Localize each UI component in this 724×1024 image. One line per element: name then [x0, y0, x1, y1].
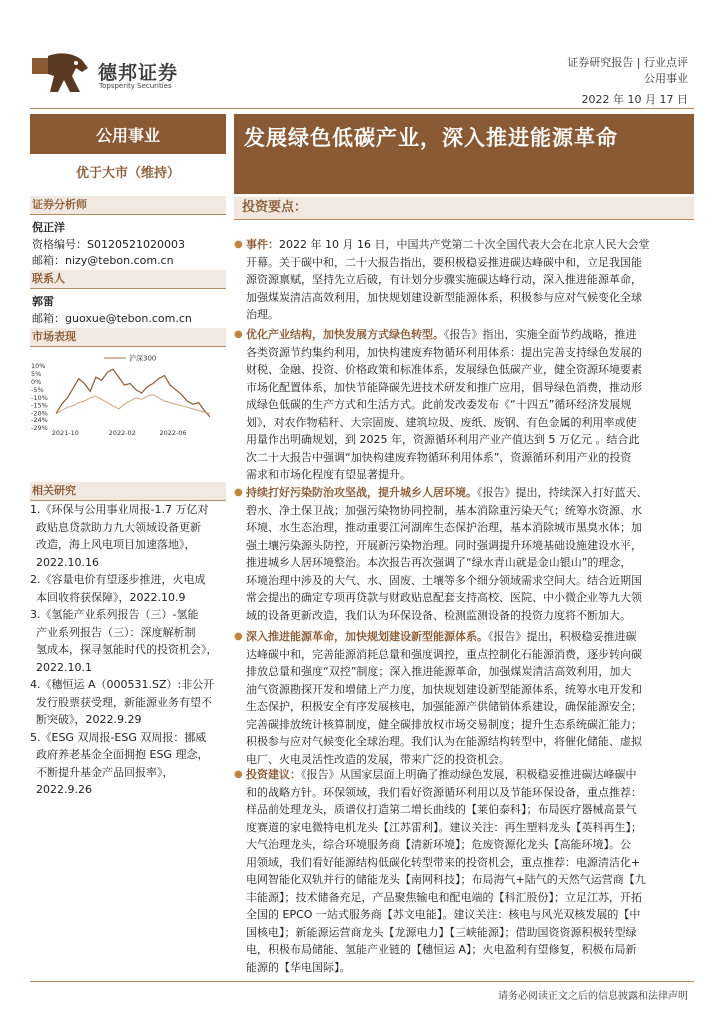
- paragraph-text: 《报告》指出，实施全面节约战略，推进: [444, 328, 637, 341]
- paragraph-line: [246, 396, 694, 414]
- paragraph-text: 财税、金融、投资、价格政策和标准体系，发展绿色低碳产业，健全资源环境要素: [246, 363, 642, 376]
- paragraph-text: 强土壤污染源头防控，开展新污染物治理。同时强调提升环境基础设施建设水平，: [246, 538, 642, 552]
- paragraph-line: [246, 646, 694, 664]
- related-research-line: 发行股票获受理，新能源业务有望不: [36, 695, 212, 709]
- related-research-line: 5.《ESG 双周报-ESG 双周报：挪威: [30, 730, 207, 744]
- paragraph-text: 环境、水生态治理，推动重要江河湖库生态保护治理，基本消除城市黑臭水体；加: [246, 521, 642, 534]
- paragraph-line: [246, 906, 694, 924]
- paragraph-line: [246, 716, 694, 734]
- analyst-email[interactable]: 邮箱：nizy@tebon.com.cn: [32, 254, 174, 267]
- paragraph-text: 《报告》提出，积极稳妥推进碳: [488, 630, 637, 643]
- paragraph-text: 2022 年 10 月 16 日，中国共产党第二十次全国代表大会在北京人民大会堂: [279, 238, 650, 251]
- related-research-line: 4.《穗恒运 A（000531.SZ）:非公开: [30, 678, 215, 691]
- related-research-line: 2022.10.16: [36, 555, 99, 569]
- related-research-line: 2022.10.1: [36, 660, 92, 674]
- paragraph-text: 和的战略方针。环保领域，我们看好资源循环利用以及节能环保设备，重点推荐：: [246, 785, 642, 799]
- paragraph-line: [246, 663, 694, 681]
- header-industry: 公用事业: [644, 72, 688, 85]
- paragraph-line: [246, 801, 694, 819]
- paragraph-text: 推进城乡人居环境整治。本次报告再次强调了“绿水青山就是金山银山”的理念，: [246, 556, 632, 569]
- logo-icon: [32, 52, 90, 96]
- paragraph-line: [246, 502, 694, 520]
- paragraph-line: [246, 414, 694, 432]
- rating-label: 优于大市（维持）: [75, 166, 180, 181]
- paragraph-text: 样品前处理龙头，质谱仪打造第二增长曲线的【莱伯泰科】；布局医疗器械高景气: [246, 803, 637, 816]
- section-divider: [30, 214, 226, 215]
- market-performance-chart: [30, 352, 226, 438]
- paragraph-lead: 持续打好污染防治攻坚战，提升城乡人居环境。: [246, 486, 477, 499]
- paragraph-text: 丰能源】；技术储备充足，产品聚焦输电和配电端的【科汇股份】；立足江苏，开拓: [246, 890, 642, 904]
- contact-email[interactable]: 邮箱：guoxue@tebon.com.cn: [32, 312, 192, 325]
- logo-text: 德邦证券: [98, 62, 179, 84]
- paragraph-line: [246, 766, 694, 784]
- paragraph-text: 大气治理龙头，综合环境服务商【清新环境】；危废资源化龙头【高能环境】。公: [246, 838, 631, 851]
- paragraph-line: [246, 819, 694, 837]
- paragraph-lead: 投资建议：: [246, 768, 301, 781]
- paragraph-text: 需求和市场化程度有望显著提升。: [246, 468, 411, 481]
- section-divider: [30, 288, 226, 289]
- paragraph-text: 达峰碳中和，完善能源消耗总量和强度调控，重点控制化石能源消费，逐步转向碳: [246, 647, 642, 661]
- paragraph-line: [246, 924, 694, 942]
- section-divider: [234, 219, 694, 220]
- related-research-line: 氢成本，探寻氢能时代的投资机会》，: [36, 643, 218, 656]
- paragraph-text: 碧水、净土保卫战；加强污染物协同控制，基本消除重污染天气；统筹水资源、水: [246, 503, 642, 517]
- footer-divider: [30, 981, 694, 982]
- series-line-1: [56, 395, 210, 414]
- paragraph-text: 开幕。关于碳中和，二十大报告指出，要积极稳妥推进碳达峰碳中和，立足我国能: [246, 255, 642, 269]
- y-tick-label: -20%: [31, 409, 48, 418]
- related-research-list: [30, 501, 226, 799]
- paragraph-line: [246, 554, 694, 572]
- paragraph-line: [246, 589, 694, 607]
- related-research-line: 改造，海上风电项目加速落地》，: [36, 538, 196, 551]
- footer-disclaimer: 请务必阅读正文之后的信息披露和法律声明: [498, 991, 688, 1002]
- paragraph-line: [246, 236, 694, 254]
- paragraph-line: [246, 628, 694, 646]
- paragraph-line: [246, 431, 694, 449]
- y-tick-label: -10%: [31, 393, 48, 402]
- paragraph-text: 市场化配置体系，加快节能降碳先进技术研发和推广应用，倡导绿色消费，推动形: [246, 380, 642, 394]
- paragraph-line: [246, 361, 694, 379]
- key-point-paragraph: [234, 326, 694, 484]
- paragraph-line: [246, 484, 694, 502]
- x-tick-label: 2021-10: [51, 429, 79, 437]
- related-research-line: 断突破》，2022.9.29: [36, 713, 142, 726]
- paragraph-line: [246, 854, 694, 872]
- paragraph-line: [246, 572, 694, 590]
- paragraph-text: 《报告》从国家层面上明确了推动绿色发展，积极稳妥推进碳达峰碳中: [301, 768, 637, 781]
- related-research-line: 3.《氢能产业系列报告（三）-氢能: [30, 608, 199, 621]
- paragraph-line: [246, 289, 694, 307]
- paragraph-text: 域的设备更新改造，我们认为环保设备、检测监测设备的投资力度将不断加大。: [246, 608, 631, 622]
- y-tick-label: 10%: [31, 362, 46, 370]
- paragraph-line: [246, 466, 694, 484]
- related-research-item[interactable]: [30, 729, 226, 799]
- analyst-name: 倪正洋: [32, 221, 65, 234]
- paragraph-line: [246, 271, 694, 289]
- paragraph-line: [246, 607, 694, 625]
- paragraph-text: 全国的 EPCO 一站式服务商【苏文电能】。建议关注：核电与风光双核发展的【中: [246, 908, 641, 921]
- paragraph-lead: 优化产业结构，加快发展方式绿色转型。: [246, 328, 444, 341]
- paragraph-line: [246, 519, 694, 537]
- paragraph-text: 划》，对农作物秸秆、大宗固废、建筑垃圾、废纸、废钢、有色金属的利用率或使: [246, 415, 637, 429]
- paragraph-line: [246, 344, 694, 362]
- paragraph-text: 能源的【华电国际】。: [246, 960, 351, 974]
- header-divider: [30, 108, 694, 109]
- related-research-item[interactable]: [30, 571, 226, 606]
- paragraph-lead: 事件：: [246, 238, 279, 251]
- paragraph-line: [246, 537, 694, 555]
- market-section-head: 市场表现: [30, 328, 226, 346]
- paragraph-line: [246, 889, 694, 907]
- related-research-line: 2.《容量电价有望逐步推进，火电成: [30, 573, 206, 586]
- key-point-paragraph: [234, 484, 694, 624]
- paragraph-line: [246, 306, 694, 324]
- paragraph-line: [246, 379, 694, 397]
- paragraph-text: 积极参与应对气候变化全球治理。我们认为在能源结构转型中，将催化储能、虚拟: [246, 735, 642, 748]
- paragraph-line: [246, 449, 694, 467]
- bullet-icon: ●: [234, 329, 243, 340]
- report-date: 2022 年 10 月 17 日: [581, 93, 688, 106]
- logo-subtext: Topsperity Securities: [99, 82, 172, 90]
- paragraph-text: 电，积极布局储能、氢能产业链的【穗恒运 A】；火电盈利有望修复，积极布局新: [246, 943, 637, 956]
- related-research-item[interactable]: [30, 676, 226, 729]
- section-divider: [30, 346, 226, 347]
- y-tick-label: 0%: [31, 377, 42, 386]
- key-points-head: 投资要点：: [234, 197, 694, 219]
- paragraph-line: [246, 836, 694, 854]
- y-tick-label: 5%: [31, 369, 42, 378]
- paragraph-text: 加强煤炭清洁高效利用，加快规划建设新型能源体系，积极参与应对气候变化全球: [246, 290, 642, 304]
- paragraph-text: 国核电】；新能源运营商龙头【龙源电力】【三峡能源】；借助国资资源积极转型绿: [246, 925, 637, 939]
- related-research-line: 2022.9.26: [36, 783, 92, 796]
- related-research-item[interactable]: [30, 606, 226, 676]
- paragraph-text: 用领域，我们看好能源结构低碳化转型带来的投资机会，重点推荐：电源清洁化+: [246, 855, 641, 869]
- y-tick-label: -15%: [31, 401, 48, 410]
- paragraph-line: [246, 959, 694, 977]
- paragraph-text: 《报告》提出，持续深入打好蓝天、: [477, 486, 648, 499]
- paragraph-text: 生态保护，积极安全有序发展核电，加强能源产供储销体系建设，确保能源安全；: [246, 700, 642, 713]
- paragraph-text: 度赛道的家电微特电机龙头【江苏雷利】。建议关注：再生塑料龙头【英科再生】；: [246, 820, 642, 834]
- paragraph-text: 排放总量和强度“双控”制度；深入推进能源革命，加强煤炭清洁高效利用，加大: [246, 665, 632, 678]
- key-point-paragraph: [234, 628, 694, 768]
- paragraph-line: [246, 254, 694, 272]
- paragraph-line: [246, 733, 694, 751]
- paragraph-text: 环境治理中涉及的大气、水、固废、土壤等多个细分领域需求空间大。结合近期国: [246, 573, 642, 587]
- legend-label: 沪深300: [129, 354, 157, 363]
- sector-label: 公用事业: [30, 114, 226, 154]
- related-research-line: 1.《环保与公用事业周报-1.7 万亿对: [30, 503, 209, 516]
- paragraph-text: 完善碳排放统计核算制度，健全碳排放权市场交易制度；提升生态系统碳汇能力；: [246, 717, 642, 731]
- paragraph-text: 用量作出明确规划，到 2025 年，资源循环利用产业产值达到 5 万亿元 。结合此: [246, 433, 640, 446]
- paragraph-text: 油气资源勘探开发和增储上产力度，加快规划建设新型能源体系，统筹水电开发和: [246, 682, 642, 696]
- paragraph-text: 源资源禀赋，坚持先立后破，有计划分步骤实施碳达峰行动，深入推进能源革命，: [246, 273, 642, 286]
- y-tick-label: -29%: [31, 424, 48, 432]
- paragraph-text: 治理。: [246, 308, 279, 321]
- analyst-section-head: 证券分析师: [30, 196, 226, 214]
- y-tick-label: -5%: [31, 385, 44, 394]
- paragraph-text: 成绿色低碳的生产方式和生活方式。此前发改委发布《“十四五”循环经济发展规: [246, 398, 632, 411]
- bullet-icon: ●: [234, 487, 243, 498]
- contact-section-head: 联系人: [30, 270, 226, 288]
- paragraph-line: [246, 681, 694, 699]
- report-title: 发展绿色低碳产业，深入推进能源革命: [234, 114, 694, 194]
- key-point-paragraph: [234, 236, 694, 324]
- paragraph-line: [246, 784, 694, 802]
- bullet-icon: ●: [234, 631, 243, 642]
- bullet-icon: ●: [234, 769, 243, 780]
- report-type: 证券研究报告 | 行业点评: [567, 56, 688, 69]
- paragraph-text: 电厂、火电灵活性改造的发展，带来广泛的投资机会。: [246, 752, 510, 766]
- x-tick-label: 2022-06: [159, 429, 187, 437]
- paragraph-lead: 深入推进能源革命，加快规划建设新型能源体系。: [246, 630, 488, 643]
- related-research-line: 不断提升基金产品回报率》，: [36, 765, 174, 779]
- bullet-icon: ●: [234, 239, 243, 250]
- paragraph-line: [246, 698, 694, 716]
- y-tick-label: -24%: [31, 416, 48, 425]
- paragraph-line: [246, 871, 694, 889]
- paragraph-line: [246, 326, 694, 344]
- analyst-cert: 资格编号：S0120521020003: [32, 238, 185, 251]
- key-point-paragraph: [234, 766, 694, 976]
- contact-name: 郭雷: [32, 295, 54, 308]
- related-research-line: 本回收将获保障》，2022.10.9: [36, 590, 186, 604]
- related-section-head: 相关研究: [30, 482, 226, 500]
- x-tick-label: 2022-02: [108, 429, 136, 437]
- related-research-item[interactable]: [30, 501, 226, 571]
- paragraph-text: 常会提出的确定专项再贷款与财政贴息配套支持高校、医院、中小微企业等九大领: [246, 591, 642, 604]
- paragraph-text: 次二十大报告中强调“加快构建废弃物循环利用体系”，资源循环利用产业的投资: [246, 450, 632, 464]
- related-research-line: 政府养老基金全面拥抱 ESG 理念，: [36, 748, 209, 761]
- paragraph-text: 各类资源节约集约利用，加快构建废弃物循环利用体系：提出完善支持绿色发展的: [246, 345, 642, 359]
- paragraph-line: [246, 941, 694, 959]
- paragraph-text: 电网智能化双轨并行的储能龙头【南网科技】；布局海气+陆气的天然气运营商【九: [246, 873, 646, 886]
- related-research-line: 政贴息贷款助力九大领域设备更新: [36, 520, 201, 534]
- series-line-0: [56, 369, 210, 417]
- related-research-line: 产业系列报告（三）：深度解析制: [36, 625, 196, 639]
